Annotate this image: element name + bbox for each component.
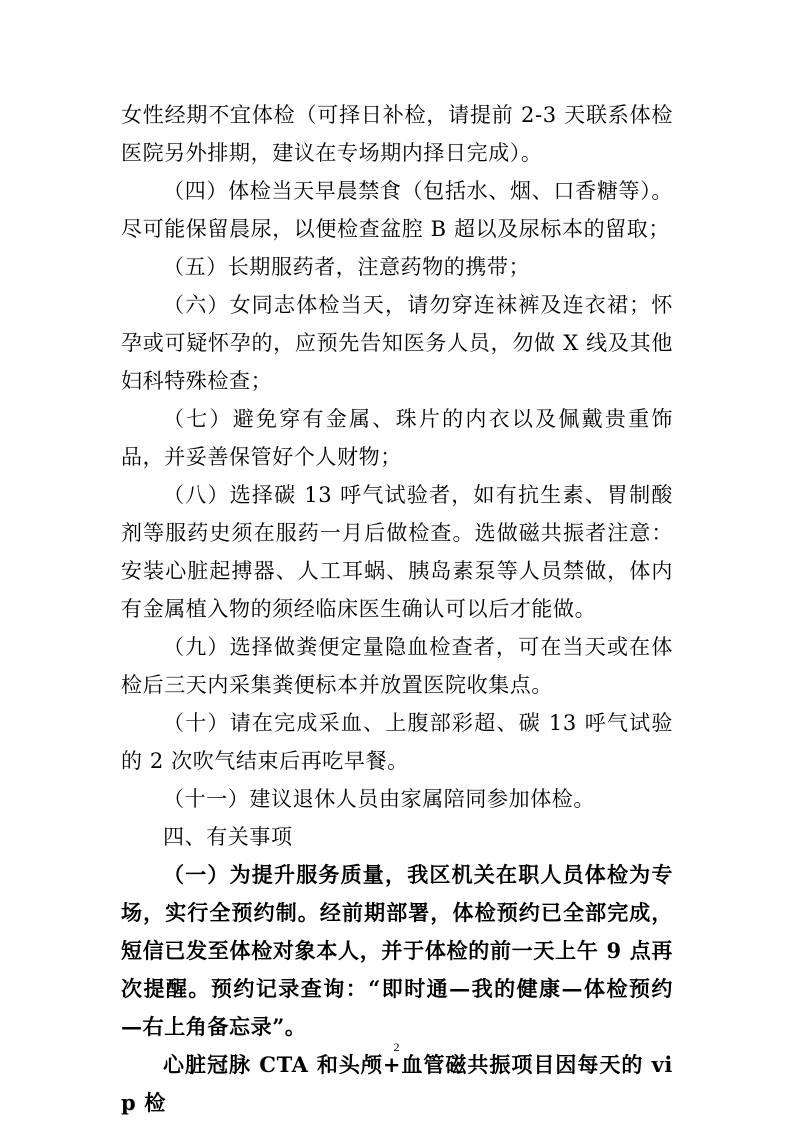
paragraph-item-11-retirees: （十一）建议退休人员由家属陪同参加体检。 xyxy=(163,787,595,811)
paragraph-item-9-stool-test: （九）选择做粪便定量隐血检查者，可在当天或在体检后三天内采集粪便标本并放置医院收集点。 xyxy=(121,635,673,697)
section-heading-related-matters: 四、有关事项 xyxy=(163,825,293,849)
paragraph-item-10-breakfast: （十）请在完成采血、上腹部彩超、碳 13 呼气试验的 2 次吹气结束后再吃早餐。 xyxy=(121,711,673,773)
document-body xyxy=(121,96,673,1122)
paragraph-cta-mri-note: 心脏冠脉 CTA 和头颅+血管磁共振项目因每天的 vip 检 xyxy=(121,1052,673,1115)
page-number: 2 xyxy=(393,1040,400,1054)
paragraph-item-5-medication: （五）长期服药者，注意药物的携带； xyxy=(163,255,531,279)
paragraph-menstruation-note: 女性经期不宜体检（可择日补检，请提前 2-3 天联系体检医院另外排期，建议在专场期内择日完成）。 xyxy=(121,103,673,165)
paragraph-item-6-female-staff: （六）女同志体检当天，请勿穿连袜裤及连衣裙；怀孕或可疑怀孕的，应预先告知医务人员，勿做 X 线及其他妇科特殊检查； xyxy=(121,293,673,393)
paragraph-item-8-breath-test-mri: （八）选择碳 13 呼气试验者，如有抗生素、胃制酸剂等服药史须在服药一月后做检查。选做磁共振者注意：安装心脏起搏器、人工耳蜗、胰岛素泵等人员禁做，体内有金属植入物的须经临床医生确认可以后才能做。 xyxy=(121,483,673,621)
paragraph-item-4-fasting: （四）体检当天早晨禁食（包括水、烟、口香糖等）。尽可能保留晨尿，以便检查盆腔 B 超以及尿标本的留取； xyxy=(121,179,673,241)
paragraph-item-7-metal-items: （七）避免穿有金属、珠片的内衣以及佩戴贵重饰品，并妥善保管好个人财物； xyxy=(121,407,673,469)
paragraph-related-1-appointment: （一）为提升服务质量，我区机关在职人员体检为专场，实行全预约制。经前期部署，体检预约已全部完成，短信已发至体检对象本人，并于体检的前一天上午 9 点再次提醒。预约记录查询：“即时通—我的健康—体检预约—右上角备忘录”。 xyxy=(121,862,673,1039)
